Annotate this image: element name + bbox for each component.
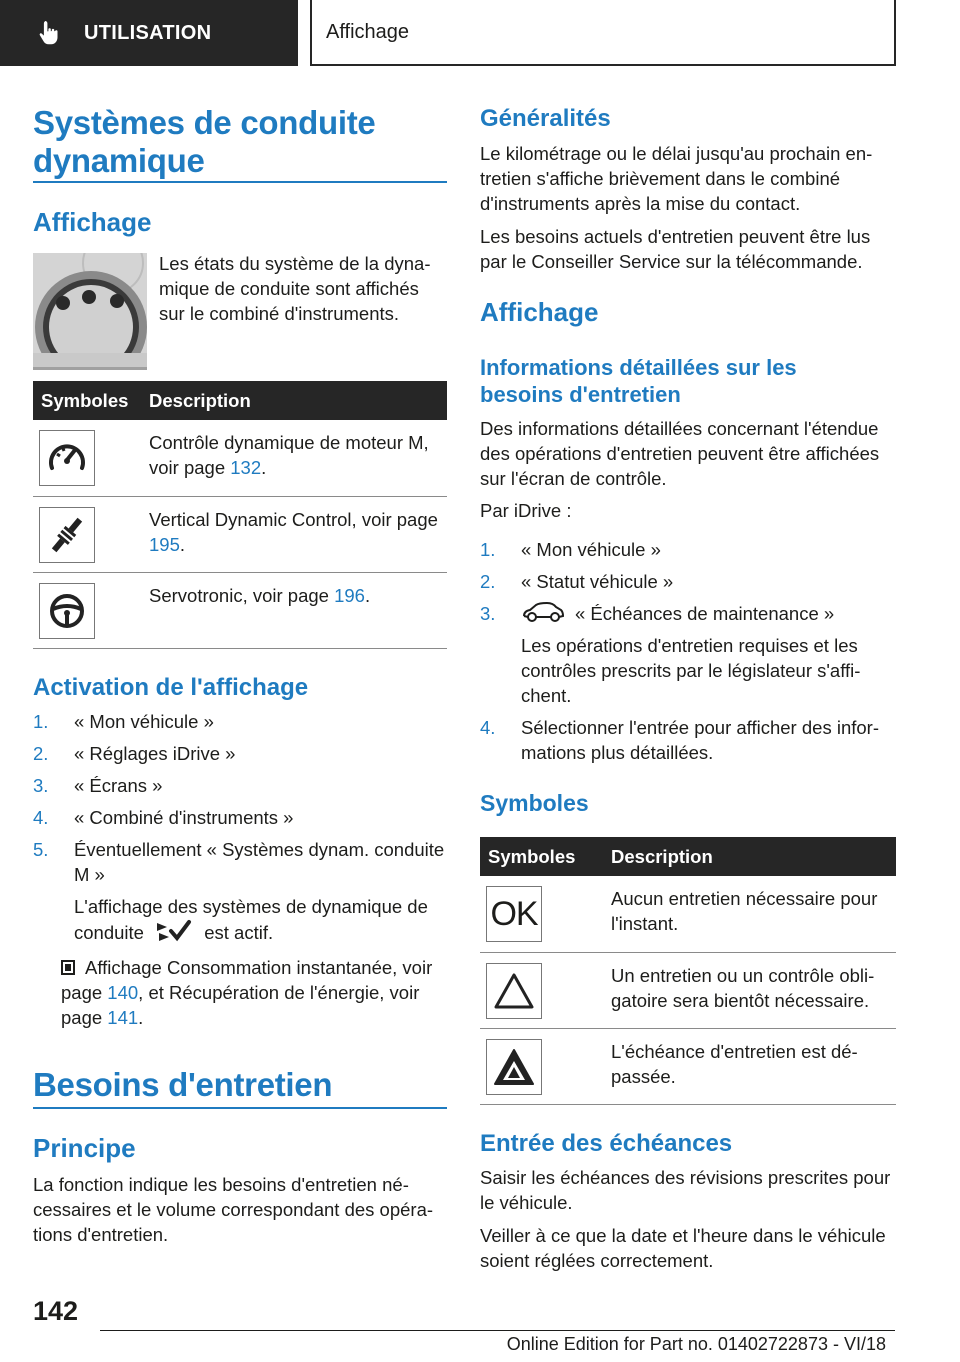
col-description-header: Description [603,837,896,876]
list-item: 3. « Écrans » [33,775,163,796]
table-row [480,952,896,1028]
instrument-cluster-image [33,253,147,370]
warning-triangle-filled-icon [486,1039,542,1095]
step3-sub: Les opérations d'entretien requises et les contrôles prescrits par le législateur s'affichent. [521,635,861,706]
row-description: Un entretien ou un contrôle obligatoire sera bientôt nécessaire. [603,952,896,1028]
row-description: Vertical Dynamic Control, voir page 195. [141,496,447,572]
affichage-left-text: Les états du système de la dynamique de conduite sont affichés sur le combiné d'instruments. [159,253,431,324]
heading-principe: Principe [33,1133,136,1163]
detailed-info-text: Des informations détaillées concernant l'étendue des opérations d'entretien peuvent être affichées sur l'écran de contrôle. [480,418,880,489]
top-bar [0,0,960,66]
activation-steps [33,709,447,952]
section-label: UTILISATION [84,21,212,44]
entree-p1: Saisir les échéances des révisions prescrites pour le véhicule. [480,1167,891,1213]
page-number: 142 [33,1296,79,1326]
table-row [33,420,447,496]
dynamic-active-icon [155,919,193,943]
list-item: 4. Sélectionner l'entrée pour afficher des informations plus détaillées. [480,717,879,763]
page-link[interactable]: 132 [230,457,262,478]
generalites-p2: Les besoins actuels d'entretien peuvent être lus par le Conseiller Service sur la télécommande. [480,226,871,272]
heading-entree: Entrée des échéances [480,1130,733,1157]
heading-affichage-left: Affichage [33,207,152,237]
page-link[interactable]: 195 [149,533,180,555]
section-tab[interactable] [0,0,298,66]
generalites-p1: Le kilométrage ou le délai jusqu'au prochain entretien s'affiche brièvement dans le combiné d'instruments après la mise du contact. [480,143,873,214]
table-row [480,1028,896,1104]
chapter-tab[interactable] [310,0,896,66]
warning-triangle-icon [486,963,542,1019]
note-square-icon [61,960,75,975]
idrive-steps [480,537,896,772]
maintenance-symbols-table [480,837,896,1105]
footer-edition: Online Edition for Part no. 01402722873 - VI/18 [506,1334,886,1354]
title-rule [33,1107,447,1109]
page-link[interactable]: 140 [107,982,139,1003]
title-rule [33,181,447,183]
list-item: 1. « Mon véhicule » [480,539,661,560]
heading-generalites: Généralités [480,105,611,132]
row-description: Servotronic, voir page 196. [141,572,447,648]
row-description: Aucun entretien nécessaire pour l'instant. [603,876,896,952]
list-item: 4. « Combiné d'instruments » [33,807,294,828]
step5-sub: L'affichage des systèmes de dynamique de conduite est actif. [74,896,428,943]
car-icon [521,602,565,624]
chapter-label: Affichage [326,20,410,43]
page-link[interactable]: 141 [107,1007,139,1028]
gauge-icon [39,430,95,486]
list-item: 2. « Statut véhicule » [480,571,674,592]
shock-absorber-icon [39,507,95,563]
col-description-header: Description [141,381,447,420]
heading-detailed-info: Informations détaillées sur les besoins d'entretien [480,355,797,407]
heading-affichage-right: Affichage [480,297,599,327]
note-block: Affichage Consommation instantanée, voir page 140, et Récupération de l'énergie, voir page 141. [61,957,433,1028]
entree-p2: Veiller à ce que la date et l'heure dans le véhicule soient réglées correctement. [480,1225,886,1271]
list-item: 2. « Réglages iDrive » [33,743,236,764]
ok-icon: OK [486,886,542,942]
par-idrive-text: Par iDrive : [480,500,572,521]
footer-rule [100,1330,895,1331]
heading-symboles: Symboles [480,790,589,816]
steering-wheel-icon [39,583,95,639]
section-title-maintenance: Besoins d'entretien [33,1066,333,1103]
col-symbols-header: Symboles [33,381,141,420]
list-item: 1. « Mon véhicule » [33,711,214,732]
page-link[interactable]: 196 [334,584,365,606]
table-row [480,876,896,952]
row-description: L'échéance d'entretien est dépassée. [603,1028,896,1104]
section-title-dynamic-driving: Systèmes de conduite dynamique [33,104,376,179]
table-row [33,496,447,572]
dynamic-symbols-table [33,381,447,649]
cluster-illustration [33,253,147,370]
table-row [33,572,447,648]
col-symbols-header: Symboles [480,837,603,876]
principe-text: La fonction indique les besoins d'entretien nécessaires et le volume correspondant des opérations d'entretien. [33,1174,434,1245]
heading-activation: Activation de l'affichage [33,674,309,701]
row-description: Contrôle dynamique de moteur M, voir page 132. [141,420,447,496]
list-item: 5. Éventuellement « Systèmes dynam. conduite M » L'affichage des systèmes de dynamique de conduite est actif. [33,837,447,945]
list-item: 3. « Échéances de maintenance » Les opérations d'entretien requises et les contrôles prescrits par le législateur s'affichent. [480,601,896,708]
hand-pointer-icon [36,18,66,48]
